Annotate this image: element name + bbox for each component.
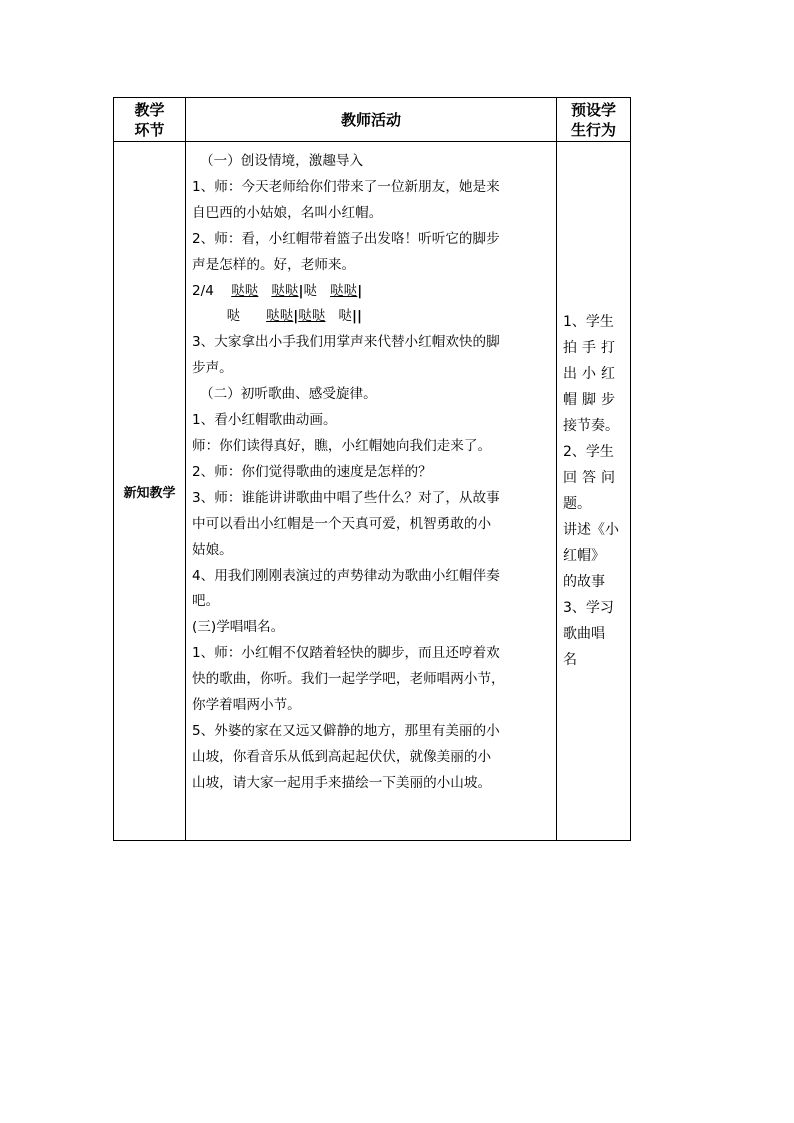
rhythm-meter: 2/4	[192, 282, 214, 299]
rhythm-note: 哒哒	[266, 308, 294, 325]
activity-line: 中可以看出小红帽是一个天真可爱，机智勇敢的小	[192, 515, 492, 532]
bar-line: |	[293, 308, 299, 325]
activity-line: 2、师：看，小红帽带着篮子出发咯！听听它的脚步	[192, 230, 500, 247]
behavior-line: 帽脚步	[563, 392, 620, 408]
behavior-line: 3、学习	[563, 600, 614, 616]
activity-line: 吧。	[192, 593, 220, 610]
rhythm-line-1	[192, 279, 550, 305]
behavior-line: 回答问	[563, 470, 620, 486]
activity-line: 声是怎样的。好，老师来。	[192, 256, 356, 273]
activity-line: （二）初听歌曲、感受旋律。	[200, 386, 377, 403]
header-stage-line-2: 环节	[134, 120, 165, 139]
activity-line: 自巴西的小姑娘，名叫小红帽。	[192, 204, 383, 221]
header-behavior-line-2: 生行为	[570, 120, 616, 139]
bar-line: |	[298, 282, 304, 299]
activity-line: (三)学唱唱名。	[192, 619, 285, 636]
behavior-line: 出小红	[563, 366, 620, 382]
activity-line: 快的歌曲，你听。我们一起学学吧，老师唱两小节，	[192, 671, 505, 688]
activity-line: 山坡，请大家一起用手来描绘一下美丽的小山坡。	[192, 774, 492, 791]
rhythm-note: 哒	[338, 308, 353, 325]
activity-line: 1、师：今天老师给你们带来了一位新朋友，她是来	[192, 178, 500, 195]
rhythm-line-2	[192, 304, 550, 330]
behavior-line: 接节奏。	[563, 418, 619, 434]
rhythm-note: 哒哒	[298, 308, 326, 325]
behavior-line: 红帽》	[563, 548, 605, 564]
behavior-line: 歌曲唱	[563, 626, 605, 642]
activity-line: 2、师：你们觉得歌曲的速度是怎样的？	[192, 463, 432, 480]
lesson-plan-table	[113, 97, 631, 841]
activity-line: 3、大家拿出小手我们用掌声来代替小红帽欢快的脚	[192, 334, 500, 351]
behavior-line: 题。	[563, 496, 591, 512]
activity-line: 山坡，你看音乐从低到高起起伏伏，就像美丽的小	[192, 748, 492, 765]
behavior-line: 名	[563, 652, 577, 668]
header-behavior-line-1: 预设学	[570, 100, 616, 119]
behavior-line: 的故事	[563, 574, 605, 590]
rhythm-note: 哒哒	[231, 282, 259, 299]
content-row	[114, 142, 631, 841]
activity-line: 3、师：谁能讲讲歌曲中唱了些什么？对了，从故事	[192, 489, 500, 506]
activity-line: 1、师：小红帽不仅踏着轻快的脚步，而且还哼着欢	[192, 645, 500, 662]
header-activity: 教师活动	[186, 98, 557, 142]
behavior-line: 2、学生	[563, 444, 614, 460]
activity-cell	[186, 142, 557, 841]
activity-line: 步声。	[192, 360, 233, 377]
behavior-cell	[557, 142, 631, 841]
end-bar-line: ||	[352, 308, 362, 325]
header-row	[114, 98, 631, 142]
activity-line: 你学着唱两小节。	[192, 697, 301, 714]
header-stage-line-1: 教学	[134, 100, 165, 119]
bar-line: |	[357, 282, 363, 299]
activity-line: 4、用我们刚刚表演过的声势律动为歌曲小红帽伴奏	[192, 567, 500, 584]
activity-line: 师：你们读得真好，瞧，小红帽她向我们走来了。	[192, 437, 492, 454]
behavior-line: 1、学生	[563, 314, 614, 330]
behavior-line: 讲述《小	[563, 522, 619, 538]
header-stage	[114, 98, 186, 142]
activity-line: 姑娘。	[192, 541, 233, 558]
rhythm-note: 哒	[303, 282, 318, 299]
behavior-line: 拍手打	[563, 340, 620, 356]
rhythm-note: 哒	[226, 308, 241, 325]
rhythm-note: 哒哒	[330, 282, 358, 299]
activity-line: （一）创设情境，激趣导入	[200, 153, 364, 169]
header-behavior	[557, 98, 631, 142]
rhythm-note: 哒哒	[271, 282, 299, 299]
stage-cell: 新知教学	[114, 142, 186, 841]
activity-line: 1、看小红帽歌曲动画。	[192, 412, 337, 429]
activity-line: 5、外婆的家在又远又僻静的地方，那里有美丽的小	[192, 722, 500, 739]
